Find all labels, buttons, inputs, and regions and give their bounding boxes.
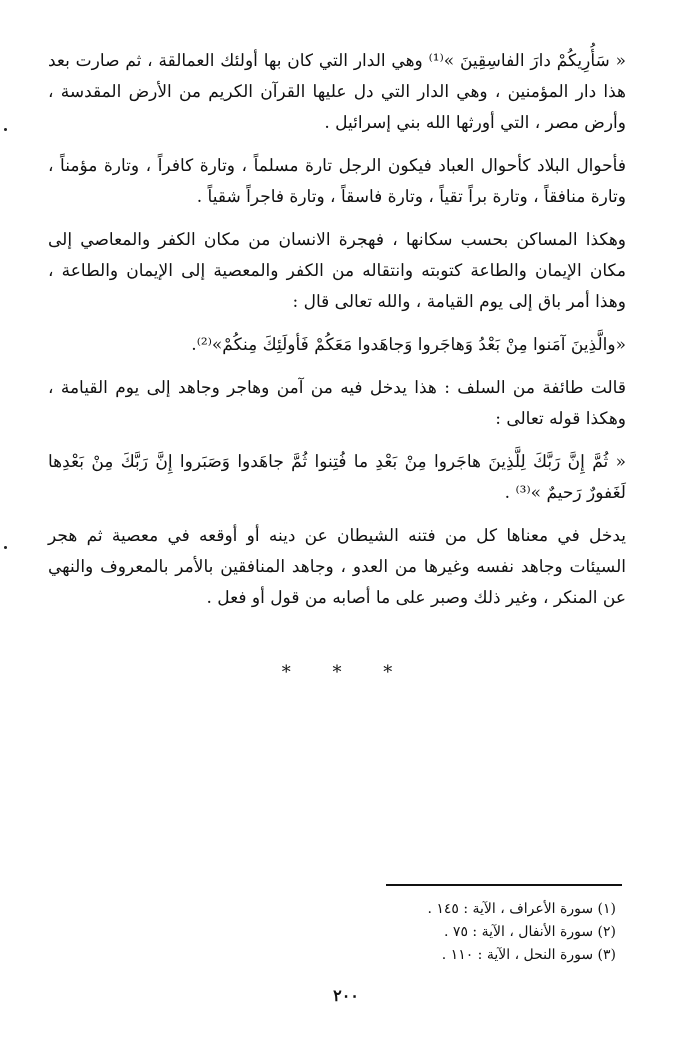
page-number: ٢٠٠ — [333, 986, 359, 1005]
paragraph-1: « سَأُرِيكُمْ دارَ الفاسِقِينَ »⁽¹⁾ وهي الدار التي كان بها أولئك العمالقة ، ثم صارت بعد هذا دار المؤمنين ، وهي الدار التي دل عليها القرآن الكريم من الأرض المقدسة ، وأرض مصر ، التي أورثها الله بني إسرائيل . — [48, 51, 627, 133]
paragraph-2: فأحوال البلاد كأحوال العباد فيكون الرجل تارة مسلماً ، وتارة كافراً ، وتارة مؤمناً ، وتارة منافقاً ، وتارة براً تقياً ، وتارة فاسقاً ، وتارة فاجراً شقياً . — [48, 156, 626, 207]
body-text — [48, 46, 626, 626]
footnote-2: (٢) سورة الأنفال ، الآية : ٧٥ . — [444, 924, 616, 940]
paragraph-5: يدخل في معناها كل من فتنه الشيطان عن دينه أو أوقعه في معصية ثم هجر السيئات وجاهد نفسه وغيرها من العدو ، وجاهد المنافقين بالأمر بالمعروف والنهي عن المنكر ، وغير ذلك وصبر على ما أصابه من قول أو فعل . — [48, 526, 626, 608]
quran-verse-1: «والَّذِينَ آمَنوا مِنْ بَعْدُ وَهاجَروا وَجاهَدوا مَعَكُمْ فَأولَئِكَ مِنكُمْ»⁽²⁾. — [191, 335, 626, 355]
section-ornament: * * * — [281, 662, 411, 683]
footnotes — [316, 898, 616, 967]
footnote-1: (١) سورة الأعراف ، الآية : ١٤٥ . — [427, 901, 616, 917]
paragraph-4: قالت طائفة من السلف : هذا يدخل فيه من آمن وهاجر وجاهد إلى يوم القيامة ، وهكذا قوله تعالى : — [48, 378, 626, 429]
quran-verse-2: « ثُمَّ إِنَّ رَبَّكَ لِلَّذِينَ هاجَروا مِنْ بَعْدِ ما فُتِنوا ثُمَّ جاهَدوا وَصَبَروا إِنَّ رَبَّكَ مِنْ بَعْدِها لَغَفورٌ رَحيمٌ »⁽³⁾ . — [48, 452, 626, 503]
paragraph-3: وهكذا المساكن بحسب سكانها ، فهجرة الانسان من مكان الكفر والمعاصي إلى مكان الإيمان والطاعة كتوبته وانتقاله من الكفر والمعصية إلى الإيمان والطاعة ، وهذا أمر باق إلى يوم القيامة ، والله تعالى قال : — [48, 230, 626, 312]
margin-mark — [4, 546, 7, 549]
footnote-3: (٣) سورة النحل ، الآية : ١١٠ . — [441, 947, 616, 963]
footnote-divider — [386, 884, 622, 886]
margin-mark — [4, 128, 7, 131]
